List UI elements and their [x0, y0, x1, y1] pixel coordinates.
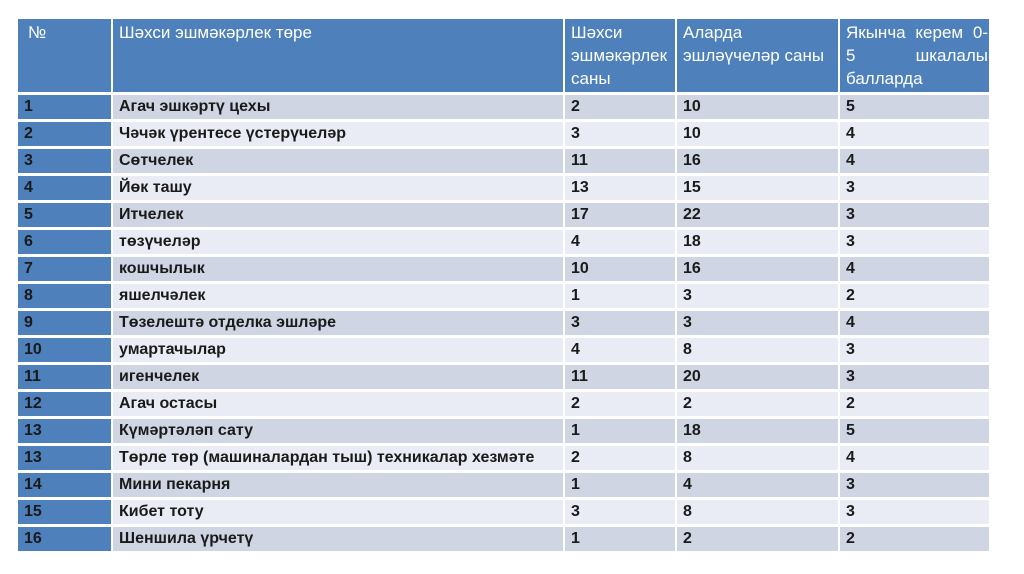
cell-workers-count: 10	[677, 95, 838, 119]
cell-row-number: 10	[18, 338, 111, 362]
cell-income-score: 5	[840, 419, 989, 443]
cell-business-type: кошчылык	[113, 257, 563, 281]
cell-business-count: 4	[565, 338, 675, 362]
cell-workers-count: 20	[677, 365, 838, 389]
cell-business-count: 13	[565, 176, 675, 200]
cell-workers-count: 16	[677, 257, 838, 281]
cell-workers-count: 2	[677, 527, 838, 551]
cell-business-type: яшелчәлек	[113, 284, 563, 308]
cell-income-score: 3	[840, 473, 989, 497]
cell-business-count: 11	[565, 149, 675, 173]
table-row	[18, 365, 989, 389]
col-header-workers-count: Аларда эшләүчеләр саны	[677, 19, 838, 92]
table-row	[18, 527, 989, 551]
cell-income-score: 3	[840, 500, 989, 524]
cell-row-number: 2	[18, 122, 111, 146]
cell-row-number: 7	[18, 257, 111, 281]
cell-business-count: 3	[565, 500, 675, 524]
table-row	[18, 176, 989, 200]
table-row	[18, 149, 989, 173]
cell-business-type: Шеншила үрчетү	[113, 527, 563, 551]
cell-business-count: 17	[565, 203, 675, 227]
cell-workers-count: 3	[677, 311, 838, 335]
table-row	[18, 311, 989, 335]
table-row	[18, 473, 989, 497]
business-types-table	[16, 16, 991, 554]
cell-row-number: 15	[18, 500, 111, 524]
cell-workers-count: 4	[677, 473, 838, 497]
col-header-number: №	[18, 19, 111, 92]
col-header-income-score	[840, 19, 989, 92]
cell-business-count: 3	[565, 122, 675, 146]
cell-workers-count: 15	[677, 176, 838, 200]
table-row	[18, 338, 989, 362]
income-header-line-2: 5 шкалалы	[846, 46, 988, 65]
cell-business-type: Агач остасы	[113, 392, 563, 416]
cell-business-type: Чәчәк үрентесе үстерүчеләр	[113, 122, 563, 146]
cell-income-score: 3	[840, 176, 989, 200]
cell-row-number: 14	[18, 473, 111, 497]
table-row	[18, 257, 989, 281]
table-row	[18, 203, 989, 227]
cell-income-score: 2	[840, 284, 989, 308]
cell-business-type: умартачылар	[113, 338, 563, 362]
cell-row-number: 16	[18, 527, 111, 551]
cell-row-number: 13	[18, 419, 111, 443]
cell-business-count: 4	[565, 230, 675, 254]
cell-business-count: 3	[565, 311, 675, 335]
cell-row-number: 8	[18, 284, 111, 308]
cell-business-count: 1	[565, 419, 675, 443]
table-row	[18, 419, 989, 443]
cell-income-score: 3	[840, 365, 989, 389]
cell-business-type: игенчелек	[113, 365, 563, 389]
cell-row-number: 6	[18, 230, 111, 254]
col-header-business-type: Шәхси эшмәкәрлек төре	[113, 19, 563, 92]
cell-workers-count: 8	[677, 338, 838, 362]
cell-workers-count: 10	[677, 122, 838, 146]
table-row	[18, 95, 989, 119]
cell-income-score: 4	[840, 446, 989, 470]
table-row	[18, 230, 989, 254]
cell-business-count: 2	[565, 392, 675, 416]
cell-income-score: 3	[840, 203, 989, 227]
table-row	[18, 122, 989, 146]
cell-workers-count: 8	[677, 500, 838, 524]
cell-business-type: төзүчеләр	[113, 230, 563, 254]
cell-workers-count: 8	[677, 446, 838, 470]
cell-income-score: 4	[840, 122, 989, 146]
cell-business-count: 1	[565, 284, 675, 308]
cell-income-score: 4	[840, 257, 989, 281]
cell-business-count: 1	[565, 473, 675, 497]
cell-business-type: Йөк ташу	[113, 176, 563, 200]
cell-business-count: 10	[565, 257, 675, 281]
cell-row-number: 3	[18, 149, 111, 173]
cell-income-score: 4	[840, 149, 989, 173]
cell-business-type: Күмәртәләп сату	[113, 419, 563, 443]
cell-business-type: Төзелештә отделка эшләре	[113, 311, 563, 335]
cell-income-score: 3	[840, 230, 989, 254]
cell-workers-count: 22	[677, 203, 838, 227]
cell-business-type: Төрле төр (машиналардан тыш) техникалар хезмәте	[113, 446, 563, 470]
cell-business-type: Сөтчелек	[113, 149, 563, 173]
income-header-line-1: Якынча керем 0-	[846, 23, 988, 42]
table-body	[18, 95, 989, 551]
income-header-line-3: балларда	[846, 69, 923, 88]
cell-business-count: 2	[565, 446, 675, 470]
cell-row-number: 1	[18, 95, 111, 119]
header-row	[18, 19, 989, 92]
cell-row-number: 9	[18, 311, 111, 335]
cell-income-score: 3	[840, 338, 989, 362]
cell-business-count: 1	[565, 527, 675, 551]
cell-business-type: Итчелек	[113, 203, 563, 227]
cell-row-number: 5	[18, 203, 111, 227]
cell-business-type: Агач эшкәртү цехы	[113, 95, 563, 119]
cell-row-number: 4	[18, 176, 111, 200]
cell-workers-count: 18	[677, 230, 838, 254]
cell-income-score: 2	[840, 392, 989, 416]
cell-business-count: 2	[565, 95, 675, 119]
cell-row-number: 11	[18, 365, 111, 389]
col-header-business-count: Шәхси эшмәкәрлек саны	[565, 19, 675, 92]
cell-workers-count: 16	[677, 149, 838, 173]
table-row	[18, 284, 989, 308]
cell-workers-count: 18	[677, 419, 838, 443]
table-row	[18, 500, 989, 524]
cell-income-score: 4	[840, 311, 989, 335]
cell-business-type: Мини пекарня	[113, 473, 563, 497]
cell-row-number: 12	[18, 392, 111, 416]
cell-workers-count: 2	[677, 392, 838, 416]
cell-income-score: 2	[840, 527, 989, 551]
cell-row-number: 13	[18, 446, 111, 470]
cell-business-type: Кибет тоту	[113, 500, 563, 524]
table-row	[18, 446, 989, 470]
cell-workers-count: 3	[677, 284, 838, 308]
table-header	[18, 19, 989, 92]
table-row	[18, 392, 989, 416]
cell-income-score: 5	[840, 95, 989, 119]
cell-business-count: 11	[565, 365, 675, 389]
